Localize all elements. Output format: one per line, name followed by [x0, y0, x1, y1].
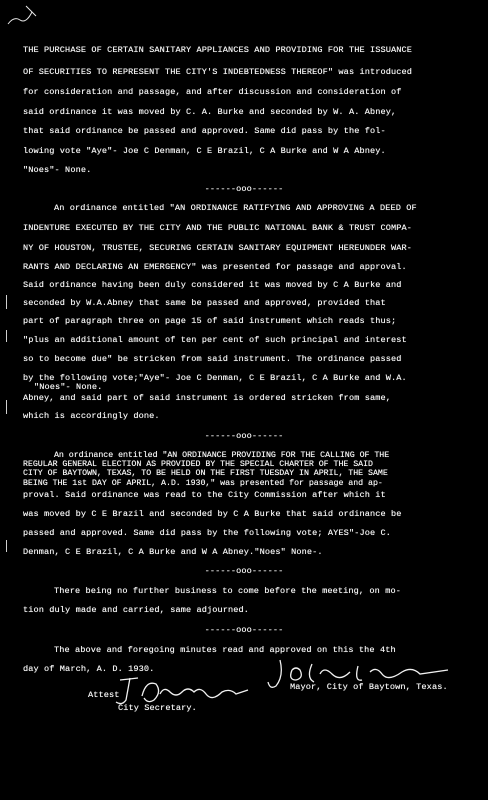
doc-line: "Noes"- None.	[34, 382, 103, 392]
doc-line: day of March, A. D. 1930.	[23, 664, 155, 674]
section-divider: ------ooo------	[204, 184, 284, 194]
doc-line: OF SECURITIES TO REPRESENT THE CITY'S INDEBTEDNESS THEREOF" was introduced	[23, 67, 413, 77]
doc-line: lowing vote "Aye"- Joe C Denman, C E Brazil, C A Burke and W A Abney.	[23, 146, 386, 156]
doc-line: proval. Said ordinance was read to the City Commission after which it	[23, 490, 386, 500]
doc-line: said ordinance it was moved by C. A. Burke and seconded by W. A. Abney,	[23, 107, 397, 117]
doc-line: INDENTURE EXECUTED BY THE CITY AND THE PUBLIC NATIONAL BANK & TRUST COMPA-	[23, 223, 413, 233]
margin-mark	[6, 400, 7, 414]
doc-line: for consideration and passage, and after discussion and consideration of	[23, 87, 402, 97]
doc-line: An ordinance entitled "AN ORDINANCE RATIFYING AND APPROVING A DEED OF	[54, 203, 417, 213]
mayor-title: Mayor, City of Baytown, Texas.	[290, 682, 448, 692]
doc-line: RANTS AND DECLARING AN EMERGENCY" was presented for passage and approval.	[23, 262, 407, 272]
doc-line: by the following vote;"Aye"- Joe C Denman, C E Brazil, C A Burke and W.A.	[23, 373, 407, 383]
doc-line: seconded by W.A.Abney that same be passed and approved, provided that	[23, 298, 386, 308]
doc-line: REGULAR GENERAL ELECTION AS PROVIDED BY THE SPECIAL CHARTER OF THE SAID	[23, 460, 373, 469]
section-divider: ------ooo------	[204, 431, 284, 441]
margin-mark	[6, 330, 7, 342]
doc-line: CITY OF BAYTOWN, TEXAS, TO BE HELD ON THE FIRST TUESDAY IN APRIL, THE SAME	[23, 469, 388, 478]
doc-line: "plus an additional amount of ten per cent of such principal and interest	[23, 335, 407, 345]
section-divider: ------ooo------	[204, 625, 284, 635]
corner-mark	[6, 4, 46, 30]
doc-line: Denman, C E Brazil, C A Burke and W A Abney."Noes" None-.	[23, 547, 323, 557]
doc-line: NY OF HOUSTON, TRUSTEE, SECURING CERTAIN SANITARY EQUIPMENT HEREUNDER WAR-	[23, 243, 413, 253]
city-secretary-signature	[112, 672, 262, 708]
doc-line: "Noes"- None.	[23, 165, 92, 175]
doc-line: part of paragraph three on page 15 of said instrument which reads thus;	[23, 316, 397, 326]
doc-line: THE PURCHASE OF CERTAIN SANITARY APPLIANCES AND PROVIDING FOR THE ISSUANCE	[23, 45, 413, 55]
doc-line: There being no further business to come before the meeting, on mo-	[54, 586, 401, 596]
doc-line: that said ordinance be passed and approved. Same did pass by the fol-	[23, 126, 386, 136]
mayor-signature	[262, 656, 462, 692]
doc-line: passed and approved. Same did pass by the following vote; AYES"-Joe C.	[23, 528, 391, 538]
doc-line: which is accordingly done.	[23, 411, 160, 421]
doc-line: Said ordinance having been duly considered it was moved by C A Burke and	[23, 280, 402, 290]
margin-mark	[6, 295, 7, 309]
doc-line: was moved by C E Brazil and seconded by C A Burke that said ordinance be	[23, 509, 402, 519]
margin-mark	[6, 540, 7, 552]
doc-line: An ordinance entitled "AN ORDINANCE PROVIDING FOR THE CALLING OF THE	[54, 451, 390, 460]
secretary-title: City Secretary.	[118, 703, 197, 713]
doc-line: The above and foregoing minutes read and approved on this the 4th	[54, 645, 396, 655]
doc-line: Abney, and said part of said instrument is ordered stricken from same,	[23, 393, 391, 403]
attest-label: Attest	[88, 690, 120, 700]
section-divider: ------ooo------	[204, 566, 284, 576]
doc-line: BEING THE 1st DAY OF APRIL, A.D. 1930," was presented for passage and ap-	[23, 479, 383, 488]
doc-line: so to become due" be stricken from said instrument. The ordinance passed	[23, 354, 402, 364]
doc-line: tion duly made and carried, same adjourned.	[23, 605, 250, 615]
